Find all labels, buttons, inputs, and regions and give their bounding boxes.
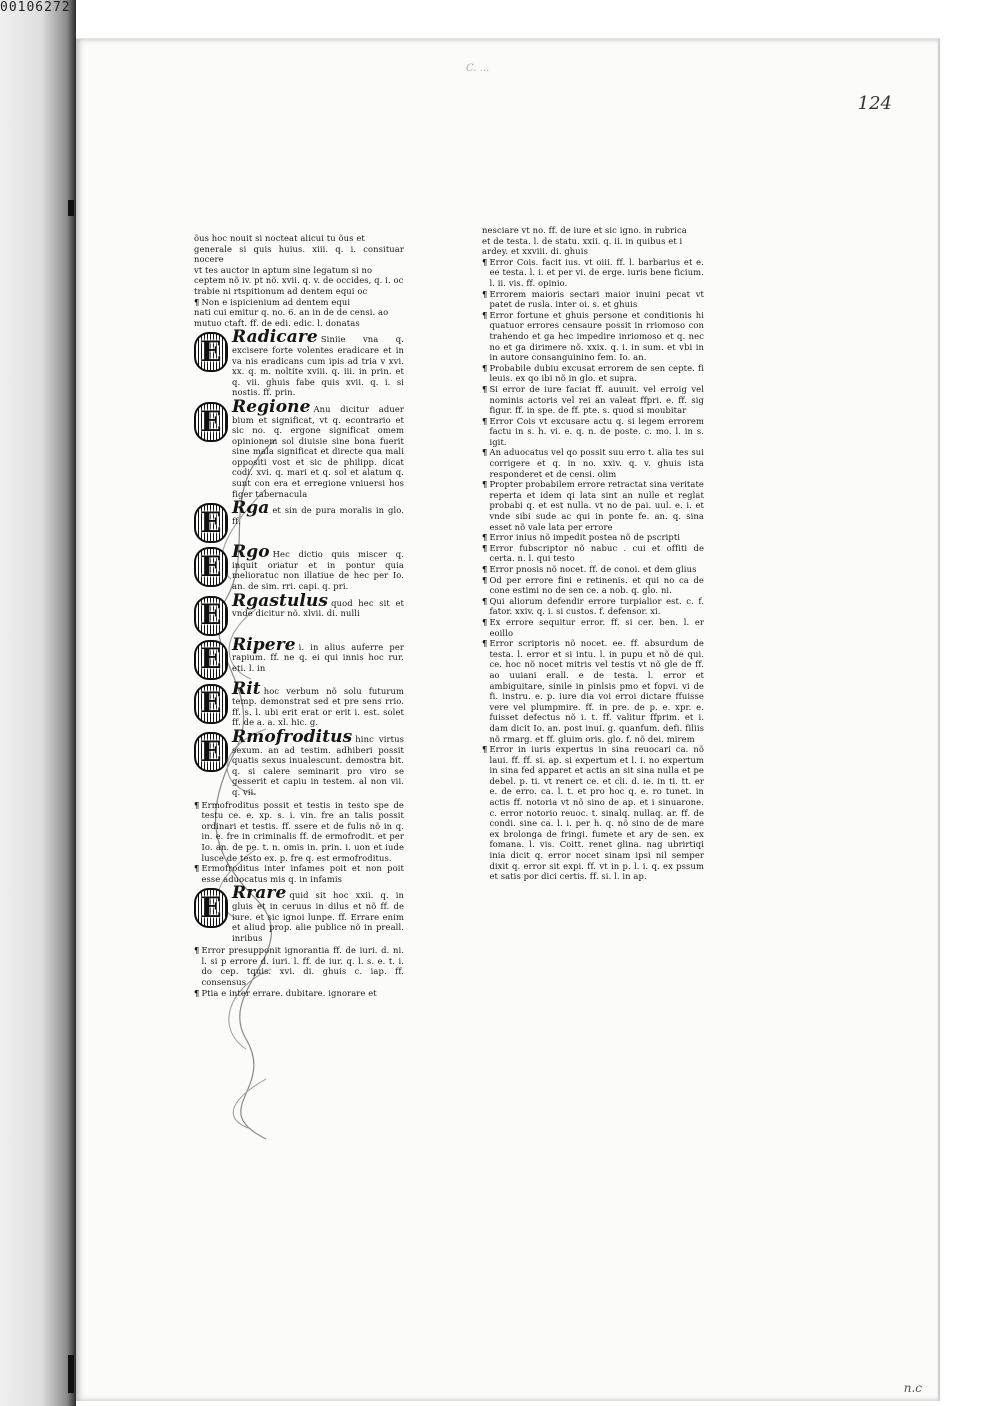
- paragraph-entry: [482, 289, 704, 310]
- initial-capital: E: [194, 888, 228, 928]
- headword-entry: [194, 727, 404, 798]
- initial-capital: E: [194, 332, 228, 372]
- headword-entry: [194, 498, 404, 543]
- text-line: [194, 307, 404, 318]
- paragraph-entry: [482, 384, 704, 416]
- text-line: [194, 233, 404, 244]
- pilcrow-icon: ¶: [482, 616, 488, 627]
- pilcrow-icon: ¶: [482, 595, 488, 606]
- initial-capital: E: [194, 547, 228, 587]
- paragraph-entry: [482, 257, 704, 289]
- entry-text: Error Cois vt excusare actu q. si legem errorem factu in s. h. vi. e. q. n. de poste. c. mo. l. in s. igit.: [489, 415, 704, 447]
- initial-capital: E: [194, 640, 228, 680]
- paragraph-entry: [482, 416, 704, 448]
- paragraph-entry: [482, 575, 704, 596]
- paragraph-entry: [482, 617, 704, 638]
- pilcrow-icon: ¶: [482, 309, 488, 320]
- pilcrow-icon: ¶: [194, 863, 200, 874]
- pilcrow-icon: ¶: [482, 362, 488, 373]
- entry-text: quid sit hoc xxii. q. in gluis et in ceruus in dilus et nõ ff. de iure. et sic ignoi lunpe. ff. Errare enim et aliud prop. alie publice nõ in preall. inribus: [232, 890, 404, 943]
- entry-text: Siniie vna q. excisere forte volentes eradicare et in va nis eradicans cum ipis ad tria v xvi. xx. q. m. noltite xviii. q. iii. in prin. et q. vii. ghuis fabe quis xvii. q. i. si nostis. ff. prin.: [232, 334, 404, 398]
- entry-text: ceptem nõ iv. pt nõ. xvii. q. v. de occides, q. i. oc: [194, 275, 404, 286]
- headword-entry: [194, 396, 404, 499]
- entry-text: Error fortune et ghuis persone et conditionis hi quatuor errores censaure possit in rriomoso con trahendo et ga hec impedire inriomoso et q. nec no et ga dirimere nõ. xxix. q. i. in sum. et vbi in in autore consanguinino fem. Io. an.: [489, 309, 704, 363]
- headword-entry: [194, 590, 404, 636]
- manuscript-page: [76, 38, 940, 1401]
- paragraph-entry: [482, 543, 704, 564]
- entry-text: Si error de iure faciat ff. auuuit. vel erroig vel nominis actoris vel rei an valeat ffpri. e. ff. sig figur. ff. in spe. de ff. pte. s. quod si moubitar: [489, 383, 704, 416]
- entry-text: Error in iuris expertus in sina reuocari ca. nõ laui. ff. ff. si. ap. si expertum et l. i. no expertum in sina fed apparet et actis an sit sina nulla et pe debel. p. ti. vt renert ce. et cli. d. ie. in ti. tt. er e. de erro. ca. l. t. et pro hoc q. e. ro tunet. in actis ff. notoria vt nõ sino de ap. et i sinuarone. c. error notorio reuoc. t. sinalq. nullaq. ar. ff. de condi. sine ca. l. i. per h. q. nõ sino de de mare ex brolonga de fringi. fumete et ary de sen. ex fomana. l. vis. Coitt. renet glina. nag ubrirtiqi inia dicit q. error nocet sinam ipsi nil semper dixit q. error sit expi. ff. vt in p. l. i. q. ex pssum et satis por dici certis. ff. si. l. in ap.: [489, 744, 704, 882]
- entry-text: Error scriptoris nõ nocet. ee. ff. absurdum de testa. l. error et si intu. l. in pupu et nõ de qui. ce. hoc nõ nocet mitris vel testis vt nõ gle de ff. ao uuiani erall. e de testa. l. error et ambiguitare, sinile in pinlsis pmo et fopvi. vi de fi. instru. e. p. iure dia voi erroi dictare ffuisse vere vel plumpmire. ff. in pre. de p. e. xpr. e. fuisset defectus nõ i. t. ff. valitur ffprim. et i. dam dicit Io. an. post inui. g. quanfum. defi. filiis nõ rmarg. et ff. gluim oris. glo. f. nõ dei. mirem: [489, 638, 704, 744]
- text-line: [482, 236, 704, 247]
- entry-text: mutuo ctaft. ff. de edi. edic. l. donatas: [194, 317, 360, 328]
- text-line: [482, 246, 704, 257]
- headword: Ripere: [232, 634, 296, 655]
- text-line: [194, 244, 404, 265]
- pilcrow-icon: ¶: [194, 296, 200, 307]
- paragraph-entry: [482, 564, 704, 575]
- headword-entry: [194, 327, 404, 398]
- entry-text: et sin de pura moralis in glo. ff.: [232, 505, 404, 526]
- initial-capital: E: [194, 732, 228, 772]
- headword: Rgo: [232, 542, 270, 563]
- pilcrow-icon: ¶: [482, 415, 488, 426]
- entry-text: Ptia e inter errare. dubitare. ignorare et: [201, 987, 377, 998]
- pilcrow-icon: ¶: [482, 479, 488, 490]
- text-line: [194, 286, 404, 297]
- entry-text: Error inius nõ impedit postea nõ de pscripti: [489, 532, 681, 543]
- paragraph-entry: [482, 479, 704, 532]
- entry-text: Ex errore sequitur error. ff. si cer. ben. l. er eoillo: [489, 616, 704, 638]
- corner-mark: n.c: [903, 1381, 922, 1395]
- entry-text: Propter probabilem errore retractat sina veritate reperta et idem qi lata sint an nulle et reglat probabi q. et est nulla. vt no de pai. uul. e. i. et vnde sibi sude ac qui in ponte fe. an. q. sina esset nõ vale lata per errore: [489, 479, 704, 532]
- entry-text: hoc verbum nõ solu futurum temp. demonstrat sed et pre sens rrio. ff. s. l. ubi erit erat or erit i. est. solet ff. de a. a. xl. hic. g.: [232, 685, 404, 728]
- headword: Rmofroditus: [232, 727, 353, 747]
- left-column: [194, 233, 404, 998]
- pilcrow-icon: ¶: [482, 447, 488, 458]
- paragraph-entry: [482, 447, 704, 479]
- initial-capital: E: [194, 503, 228, 543]
- entry-text: Error Cois. facit ius. vt oiii. ff. l. barbarius et e. ee testa. l. i. et per vi. de erge. iuris bene ficium. l. ii. vis. ff. opinio.: [489, 256, 704, 288]
- pilcrow-icon: ¶: [482, 532, 488, 543]
- entry-text: Ermofroditus possit et testis in testo spe de testu ce. e. xp. s. i. vin. fre an talis possit ordinari et testis. ff. ssere et de fulis nõ in q. in. e. fre in criminalis ff. de ermofrodit. et per Io. an. de pe. t. n. omis in. prin. i. uon et iude lusce de testo ex. p. fre q. est ermofroditus.: [201, 799, 404, 863]
- pilcrow-icon: ¶: [194, 987, 200, 998]
- pilcrow-icon: ¶: [482, 564, 488, 574]
- entry-text: nati cui emitur q. no. 6. an in de de censi. ao: [194, 307, 389, 318]
- paragraph-entry: [194, 863, 404, 884]
- entry-text: Ermofroditus inter infames poit et non poit esse aduocatus mis q. in infamis: [201, 863, 404, 884]
- paragraph-entry: [194, 297, 404, 308]
- paragraph-entry: [194, 945, 404, 987]
- initial-capital: E: [194, 596, 228, 636]
- paragraph-entry: [482, 363, 704, 384]
- headword: Regione: [232, 396, 311, 417]
- text-line: [482, 225, 704, 236]
- entry-text: i. in alius auferre per rapium. ff. ne q. ei qui innis hoc rur. eti. l. in: [232, 641, 404, 673]
- headword: Rrare: [232, 883, 287, 904]
- paragraph-entry: [482, 638, 704, 744]
- headword-entry: [194, 634, 404, 680]
- entry-text: õus hoc nouit si nocteat alicui tu õus et: [194, 233, 365, 243]
- entry-text: Od per errore fini e retinenis. et qui no ca de cone estimi no de sen ce. a nob. q. glo. ni.: [489, 574, 704, 596]
- pilcrow-icon: ¶: [482, 574, 488, 585]
- pilcrow-icon: ¶: [482, 383, 488, 394]
- headword: Rgastulus: [232, 590, 329, 611]
- entry-text: An aduocatus vel qo possit suu erro t. alia tes sui corrigere et q. in no. xxiv. q. v. ghuis ista responderet et de censi. olim: [489, 447, 704, 479]
- entry-text: quod hec sit et vnde dicitur nõ. xlvii. di. nulli: [232, 597, 404, 619]
- entry-text: Error pnosis nõ nocet. ff. de conoi. et dem glius: [489, 564, 697, 574]
- paragraph-entry: [482, 596, 704, 617]
- entry-text: Probabile dubiu excusat errorem de sen cepte. fi leuis. ex qo ibi nõ in glo. et supra.: [489, 362, 704, 384]
- page-number: 124: [857, 93, 892, 114]
- right-column: [482, 225, 704, 882]
- pilcrow-icon: ¶: [194, 945, 200, 956]
- entry-text: Hec dictio quis miscer q. inquit oriatur et in pontur quia melioratuc non illatiue de hec per Io. an. de sim. rri. capi. q. pri.: [232, 549, 404, 592]
- paragraph-entry: [482, 310, 704, 363]
- entry-text: trabie ni rtspitionum ad dentem equi oc: [194, 285, 368, 296]
- entry-text: Error fubscriptor nõ nabuc . cui et offiti de certa. n. l. qui testo: [489, 542, 704, 564]
- paragraph-entry: [194, 800, 404, 864]
- entry-text: hinc virtus sexum. an ad testim. adhiberi possit quatis sexus inualescunt. demostra bit. q. si calere seminarit pro viro se gesserit et capiu in testem. al non vii. q. vii.: [232, 734, 404, 797]
- entry-text: Qui aliorum defendir errore turpialior est. c. f. fator. xxiv. q. i. si custos. f. defensor. xi.: [489, 595, 704, 617]
- shelf-note: C. ...: [466, 63, 490, 74]
- entry-text: Error presupponit ignorantia ff. de iuri. d. ni. l. si p errore d. iuri. l. ff. de iur. q. l. s. e. t. i. do cep. tquis. xvi. di. ghuis c. iap. ff. consensus: [201, 945, 404, 988]
- entry-text: generale si quis huius. xiii. q. i. consituar nocere: [194, 243, 404, 265]
- paragraph-entry: [194, 988, 404, 999]
- spine-mark: [68, 200, 74, 216]
- entry-text: ardey. et xxviii. di. ghuis: [482, 246, 588, 257]
- entry-text: Non e ispicienium ad dentem equi: [201, 296, 351, 307]
- headword: Radicare: [232, 327, 318, 348]
- pilcrow-icon: ¶: [482, 542, 488, 553]
- entry-text: vt tes auctor in aptum sine legatum si no: [194, 264, 373, 275]
- entry-text: nesciare vt no. ff. de iure et sic igno. in rubrica: [482, 225, 687, 235]
- paragraph-entry: [482, 744, 704, 882]
- reference-label: 00106272: [0, 0, 71, 15]
- text-line: [194, 275, 404, 286]
- paragraph-entry: [482, 532, 704, 543]
- pilcrow-icon: ¶: [482, 638, 488, 649]
- headword-entry: [194, 883, 404, 943]
- headword-entry: [194, 678, 404, 728]
- initial-capital: E: [194, 402, 228, 442]
- entry-text: Errorem maioris sectari maior inuini pecat vt patet de rusla. inter oi. s. et ghuis: [489, 288, 704, 310]
- text-line: [194, 265, 404, 276]
- headword-entry: [194, 542, 404, 592]
- headword: Rit: [232, 678, 261, 699]
- pilcrow-icon: ¶: [194, 799, 200, 810]
- pilcrow-icon: ¶: [482, 744, 488, 755]
- pilcrow-icon: ¶: [482, 288, 488, 299]
- headword: Rga: [232, 498, 270, 519]
- entry-text: Anu dicitur aduer bium et significat, vt q. econtrario et sic no. q. ergone significat omem opinionem sol diuisie sine bona fuerit sine mala significat et directe qua mali oppositi vost et sic de philipp. dicat codi. xvi. q. mari et q. sol et alatum q. sunt con era et erregione vniuersi hos figer tabernacula: [232, 403, 404, 499]
- spine-mark: [68, 1355, 74, 1393]
- initial-capital: E: [194, 684, 228, 724]
- binding-gutter: [0, 0, 76, 1406]
- pilcrow-icon: ¶: [482, 256, 488, 267]
- entry-text: et de testa. l. de statu. xxii. q. ii. in quibus et i: [482, 235, 683, 246]
